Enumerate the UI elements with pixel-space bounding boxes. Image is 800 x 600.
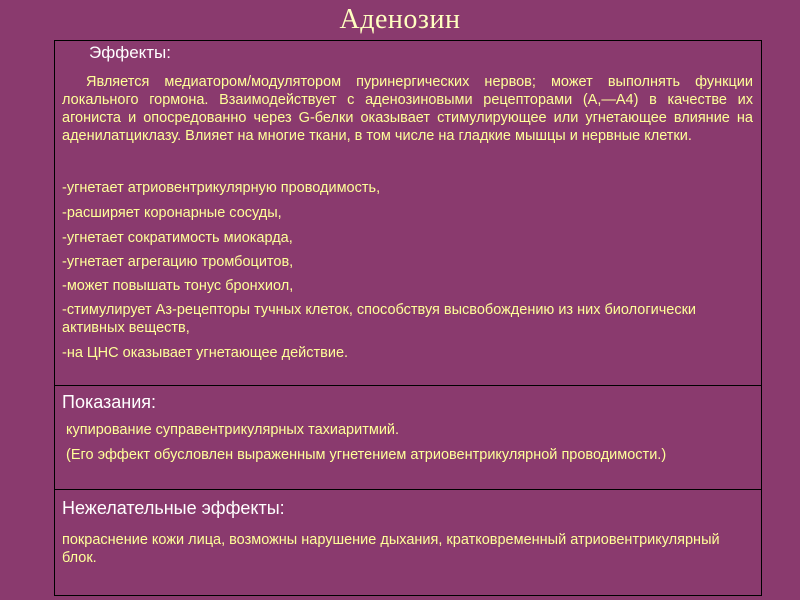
content-table xyxy=(54,40,762,596)
adverse-heading: Нежелательные эффекты: xyxy=(62,498,285,518)
effect-item: -стимулирует Аз-рецепторы тучных клеток, способствуя высвобождению из них биологически активных веществ, xyxy=(62,302,697,336)
effect-item: -расширяет коронарные сосуды, xyxy=(62,205,282,221)
slide-title: Аденозин xyxy=(339,4,461,35)
adverse-cell xyxy=(55,490,761,597)
effects-heading: Эффекты: xyxy=(89,43,172,62)
effect-item: -может повышать тонус бронхиол, xyxy=(62,278,294,294)
indications-note: (Его эффект обусловлен выраженным угнетением атриовентрикулярной проводимости.) xyxy=(62,447,667,463)
effects-cell xyxy=(55,41,761,386)
effect-item: -угнетает агрегацию тромбоцитов, xyxy=(62,254,294,270)
indications-heading: Показания: xyxy=(62,392,157,412)
effects-intro: Является медиатором/модулятором пуринергических нервов; может выполнять функции локального гормона. Взаимодействует с аденозиновыми рецепторами (А,—А4) в качестве их агониста и опосредованно через G-белки оказывает стимулирующее или угнетающее влияние на аденилатциклазу. Влияет на многие ткани, в том числе на гладкие мышцы и нервные клетки. xyxy=(62,74,753,144)
adverse-text: покраснение кожи лица, возможны нарушение дыхания, кратковременный атриовентрикулярный блок. xyxy=(62,532,720,566)
effect-item: -угнетает сократимость миокарда, xyxy=(62,230,293,246)
effect-item: -на ЦНС оказывает угнетающее действие. xyxy=(62,345,349,361)
effect-item: -угнетает атриовентрикулярную проводимость, xyxy=(62,180,381,196)
indications-text: купирование суправентрикулярных тахиаритмий. xyxy=(62,422,400,438)
indications-cell xyxy=(55,386,761,490)
